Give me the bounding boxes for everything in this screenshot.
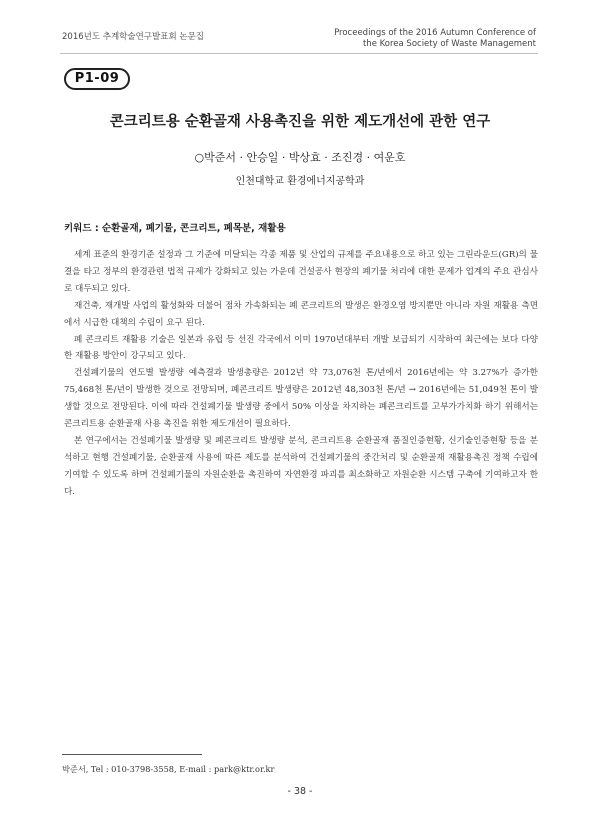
footnote-divider — [62, 754, 202, 755]
affiliation: 인천대학교 환경에너지공학과 — [235, 176, 365, 187]
body-paragraph: 건설폐기물의 연도별 발생량 예측결과 발생총량은 2012년 약 73,076천 톤/년에서 2016년에는 약 3.27%가 증가한 75,468천 톤/년이 발생한 것으로 전망되며, 폐콘크리트 발생량은 2012년 48,303천 톤/년 → 2016년에는 51,049천 톤이 발생할 것으로 전망된다. 이에 따라 건설폐기물 발생량 중에서 50% 이상을 차지하는 폐콘크리트를 고부가가치화 하기 위해서는 콘크리트용 순환골재 사용 촉진을 위한 제도개선이 필요하다. — [64, 368, 538, 430]
body-paragraph: 재건축, 재개발 사업의 활성화와 더불어 점차 가속화되는 폐 콘크리트의 발생은 환경오염 방지뿐만 아니라 자원 재활용 측면에서 시급한 대책의 수립이 요구 된다. — [64, 300, 538, 328]
running-header-right-line1: Proceedings of the 2016 Autumn Conference of — [334, 28, 536, 38]
body-paragraph: 폐 콘크리트 재활용 기술은 일본과 유럽 등 선진 각국에서 이미 1970년대부터 개발 보급되기 시작하여 최근에는 보다 다양한 재활용 방안이 강구되고 있다. — [64, 334, 538, 362]
running-header-left: 2016년도 추계학술연구발표회 논문집 — [62, 32, 204, 42]
paper-title: 콘크리트용 순환골재 사용촉진을 위한 제도개선에 관한 연구 — [109, 114, 491, 130]
running-header-right — [334, 28, 536, 50]
author-list: ○박준서 · 안승일 · 박상효 · 조진경 · 여운호 — [194, 151, 406, 164]
header-divider — [60, 53, 538, 54]
body-paragraph: 본 연구에서는 건설폐기물 발생량 및 폐콘크리트 발생량 분석, 콘크리트용 순환골재 품질인증현황, 신기술인증현황 등을 분석하고 현행 건설폐기물, 순환골재 사용에 따른 제도를 분석하여 건설폐기물의 중간처리 및 순환골재 재활용촉진 정책 수립에 기여할 수 있도록 하며 건설폐기물의 자원순환을 촉진하여 자연환경 파괴를 최소화하고 자원순환 시스템 구축에 기여하고자 한다. — [64, 435, 538, 497]
footnote-contact: 박준서, Tel : 010-3798-3558, E-mail : park@ktr.or.kr — [62, 764, 275, 774]
running-header-right-line2: the Korea Society of Waste Management — [362, 39, 536, 49]
body-paragraph: 세계 표준의 환경기준 설정과 그 기준에 미달되는 각종 제품 및 산업의 규제를 주요내용으로 하고 있는 그린라운드(GR)의 물결을 타고 정부의 환경관련 법적 규제가 강화되고 있는 가운데 건설공사 현장의 폐기물 처리에 대한 문제가 업계의 주요 관심사로 대두되고 있다. — [64, 250, 538, 294]
abstract-body — [64, 247, 538, 501]
keywords: 키워드 : 순환골재, 폐기물, 콘크리트, 폐목분, 재활용 — [64, 223, 286, 234]
page-number: - 38 - — [287, 786, 313, 797]
paper-code-badge: P1-09 — [64, 68, 130, 90]
